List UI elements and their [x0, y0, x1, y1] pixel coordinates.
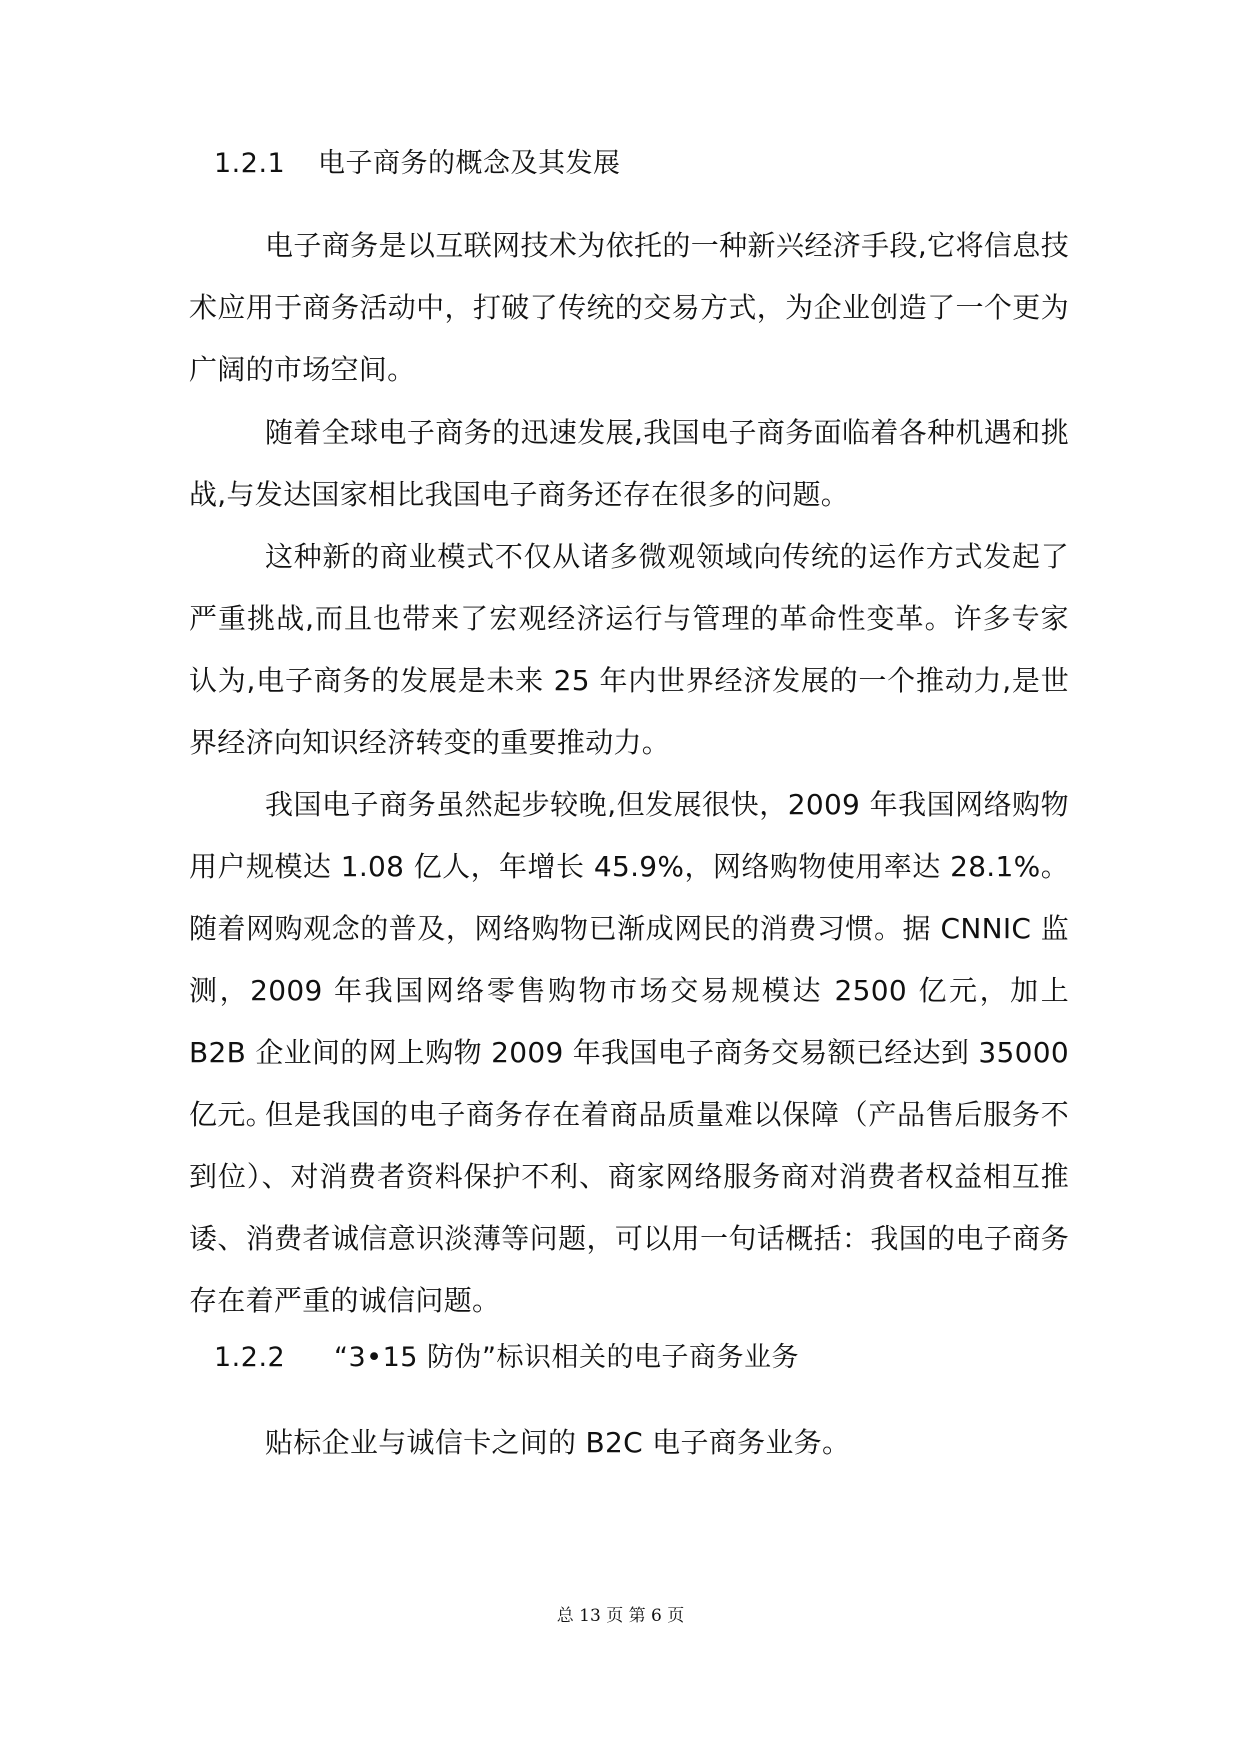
section-heading-1-2-1 [214, 146, 621, 182]
section-number: 1.2.1 [214, 148, 286, 179]
section-number: 1.2.2 [214, 1342, 286, 1373]
paragraph: 我国电子商务虽然起步较晚,但发展很快，2009 年我国网络购物用户规模达 1.08 亿人，年增长 45.9%，网络购物使用率达 28.1%。随着网购观念的普及，网络购物已渐成网民的消费习惯。据 CNNIC 监测，2009 年我国网络零售购物市场交易规模达 2500 亿元，加上 B2B 企业间的网上购物 2009 年我国电子商务交易额已经达到 35000 亿元。 [189, 788, 1069, 1131]
paragraph: 贴标企业与诚信卡之间的 B2C 电子商务业务。 [265, 1426, 851, 1459]
section-title: 电子商务的概念及其发展 [318, 148, 621, 179]
paragraph: 但是我国的电子商务存在着商品质量难以保障（产品售后服务不到位）、对消费者资料保护不利、商家网络服务商对消费者权益相互推诿、消费者诚信意识淡薄等问题，可以用一句话概括：我国的电子商务存在着严重的诚信问题。 [189, 1098, 1069, 1317]
paragraph: 随着全球电子商务的迅速发展,我国电子商务面临着各种机遇和挑战,与发达国家相比我国电子商务还存在很多的问题。 [189, 416, 1069, 511]
section-heading-1-2-2 [214, 1340, 799, 1376]
paragraph: 这种新的商业模式不仅从诸多微观领域向传统的运作方式发起了严重挑战,而且也带来了宏观经济运行与管理的革命性变革。许多专家认为,电子商务的发展是未来 25 年内世界经济发展的一个推动力,是世界经济向知识经济转变的重要推动力。 [189, 540, 1069, 759]
paragraph: 电子商务是以互联网技术为依托的一种新兴经济手段,它将信息技术应用于商务活动中，打破了传统的交易方式，为企业创造了一个更为广阔的市场空间。 [189, 229, 1069, 386]
page-footer: 总 13 页 第 6 页 [556, 1606, 685, 1626]
section-title: “3•15 防伪”标识相关的电子商务业务 [334, 1342, 800, 1373]
